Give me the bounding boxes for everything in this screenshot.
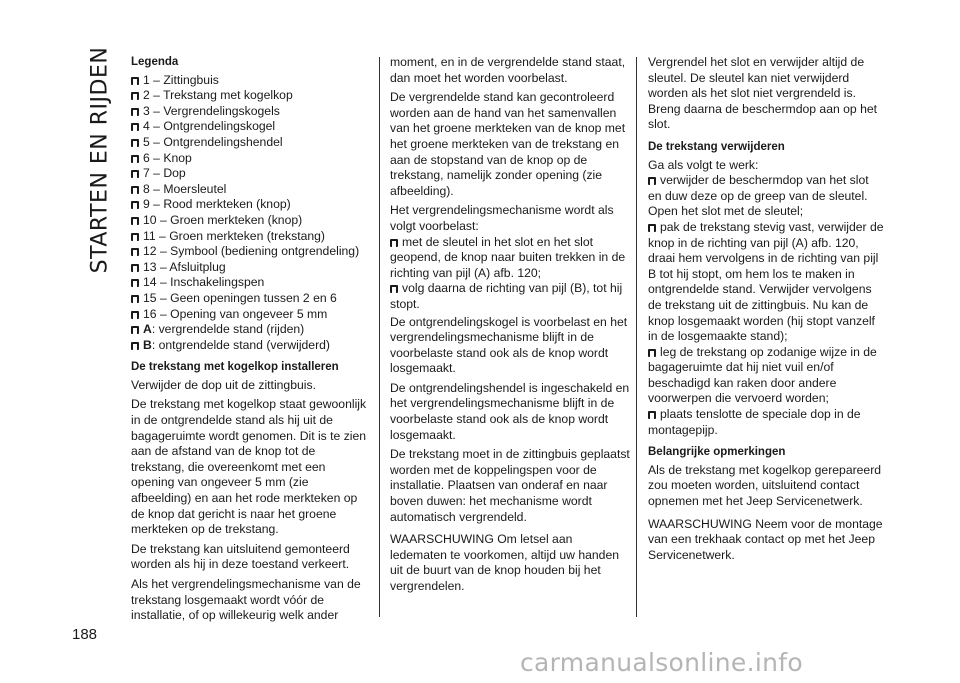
bullet-icon [131, 92, 139, 100]
bullet-icon [131, 311, 139, 319]
bullet-icon [648, 224, 656, 232]
paragraph: Als de trekstang met kogelkop gerepareerd zou moeten worden, uitsluitend contact opnemen met het Jeep Servicenetwerk. [648, 462, 882, 509]
column-1 [131, 55, 371, 628]
bullet-icon [648, 349, 656, 357]
bullet-icon [131, 248, 139, 256]
paragraph: moment, en in de vergrendelde stand staat, dan moet het worden voorbelast. [390, 55, 626, 85]
column-divider-2 [636, 57, 637, 617]
section-title [80, 46, 120, 274]
bullet-item: plaats tenslotte de speciale dop in de montagepijp. [648, 407, 861, 437]
legend-list [131, 73, 371, 323]
paragraph: De ontgrendelingshendel is ingeschakeld en het vergrendelingsmechanisme blijft in de voorbelaste stand ook als de knop wordt losgemaakt. [390, 380, 630, 442]
bullet-item: leg de trekstang op zodanige wijze in de bagageruimte dat hij niet vuil en/of beschadigd kan raken door andere voorwerpen die vervoerd worden; [648, 344, 877, 406]
bullet-icon [131, 123, 139, 131]
bullet-icon [131, 342, 139, 350]
paragraph: De trekstang met kogelkop staat gewoonlijk in de ontgrendelde stand als hij uit de bagageruimte wordt genomen. Dit is te zien aan de afstand van de knop tot de trekstang, die overeenkomt met een opening van ongeveer 5 mm (zie afbeelding) en aan het rode merkteken op de knop dat gericht is naar het groene merkteken op de trekstang. [131, 397, 367, 537]
bullet-icon [390, 285, 398, 293]
bullet-icon [648, 411, 656, 419]
paragraph: De trekstang moet in de zittingbuis geplaatst worden met de koppelingspen voor de installatie. Plaatsen van onderaf en naar boven duwen: het mechanisme wordt automatisch vergrendeld. [390, 447, 630, 524]
column-divider-1 [379, 57, 380, 617]
paragraph: Ga als volgt te werk: [648, 157, 759, 172]
paragraph: Vergrendel het slot en verwijder altijd de sleutel. De sleutel kan niet verwijderd worden als het slot niet vergrendeld is. Breng daarna de beschermdop aan op het slot. [648, 55, 878, 132]
paragraph: Verwijder de dop uit de zittingbuis. [131, 377, 316, 392]
legend-item: 14 – Inschakelingspen [131, 275, 371, 291]
legend-item: 13 – Afsluitplug [131, 260, 371, 276]
bullet-icon [131, 155, 139, 163]
bullet-icon [390, 239, 398, 247]
legend-item-a: A: vergrendelde stand (rijden) [131, 322, 371, 338]
bullet-icon [131, 170, 139, 178]
warning-text: WAARSCHUWING Om letsel aan ledematen te voorkomen, altijd uw handen uit de buurt van de knop houden bij het vergrendelen. [390, 532, 619, 593]
bullet-icon [131, 326, 139, 334]
legend-item: 3 – Vergrendelingskogels [131, 104, 371, 120]
bullet-item: volg daarna de richting van pijl (B), tot hij stopt. [390, 281, 623, 311]
install-heading: De trekstang met kogelkop installeren [131, 361, 339, 374]
legend-item: 7 – Dop [131, 166, 371, 182]
legend-item: 4 – Ontgrendelingskogel [131, 119, 371, 135]
column-3 [648, 55, 884, 567]
legend-item: 5 – Ontgrendelingshendel [131, 135, 371, 151]
legend-item: 15 – Geen openingen tussen 2 en 6 [131, 291, 371, 307]
bullet-icon [131, 217, 139, 225]
bullet-icon [131, 295, 139, 303]
watermark: carmanualsonline.info [520, 648, 803, 677]
legend-item: 10 – Groen merkteken (knop) [131, 213, 371, 229]
legend-item: 2 – Trekstang met kogelkop [131, 88, 371, 104]
bullet-icon [131, 279, 139, 287]
remove-heading: De trekstang verwijderen [648, 140, 785, 153]
paragraph: Het vergrendelingsmechanisme wordt als volgt voorbelast: [390, 203, 614, 233]
bullet-icon [131, 264, 139, 272]
legend-item: 16 – Opening van ongeveer 5 mm [131, 307, 371, 323]
bullet-item: pak de trekstang stevig vast, verwijder de knop in de richting van pijl (A) afb. 120, draai hem vervolgens in de richting van pijl B tot hij stopt, om hem los te maken in ontgrendelde stand. Verwijder vervolgens de trekstang uit de zittingbuis. Nu kan de knop losgemaakt worden (hij stopt vanzelf in de losgemaakte stand); [648, 219, 884, 344]
legend-item: 1 – Zittingbuis [131, 73, 371, 89]
warning-text: WAARSCHUWING Neem voor de montage van een trekhaak contact op met het Jeep Servicenetwerk. [648, 516, 883, 562]
legend-item: 12 – Symbool (bediening ontgrendeling) [131, 244, 371, 260]
bullet-icon [131, 186, 139, 194]
paragraph: De vergrendelde stand kan gecontroleerd worden aan de hand van het samenvallen van het groene merkteken van de knop met het groene merkteken van de trekstang en aan de stopstand van de knop op de trekstang, namelijk zonder opening (zie afbeelding). [390, 90, 626, 198]
bullet-icon [131, 233, 139, 241]
notes-heading: Belangrijke opmerkingen [648, 446, 786, 459]
paragraph: De ontgrendelingskogel is voorbelast en het vergrendelingsmechanisme blijft in de voorbelaste stand ook als de knop wordt losgemaakt. [390, 314, 628, 376]
bullet-item: met de sleutel in het slot en het slot geopend, de knop naar buiten trekken in de richting van pijl (A) afb. 120; [390, 234, 626, 280]
bullet-icon [131, 77, 139, 85]
bullet-icon [131, 108, 139, 116]
column-2 [390, 55, 630, 599]
legend-item: 8 – Moersleutel [131, 182, 371, 198]
legend-item: 6 – Knop [131, 151, 371, 167]
paragraph: Als het vergrendelingsmechanisme van de trekstang losgemaakt wordt vóór de installatie, of op willekeurig welk ander [131, 577, 361, 623]
bullet-item: verwijder de beschermdop van het slot en duw deze op de greep van de sleutel. Open het slot met de sleutel; [648, 173, 869, 219]
bullet-icon [131, 201, 139, 209]
legend-item: 9 – Rood merkteken (knop) [131, 197, 371, 213]
bullet-icon [131, 139, 139, 147]
legend-item-b: B: ontgrendelde stand (verwijderd) [131, 338, 371, 354]
page-number: 188 [72, 626, 98, 643]
legend-heading: Legenda [131, 56, 179, 68]
section-title-text: STARTEN EN RIJDEN [87, 46, 113, 274]
bullet-icon [648, 177, 656, 185]
paragraph: De trekstang kan uitsluitend gemonteerd worden als hij in deze toestand verkeert. [131, 541, 350, 572]
legend-item: 11 – Groen merkteken (trekstang) [131, 229, 371, 245]
